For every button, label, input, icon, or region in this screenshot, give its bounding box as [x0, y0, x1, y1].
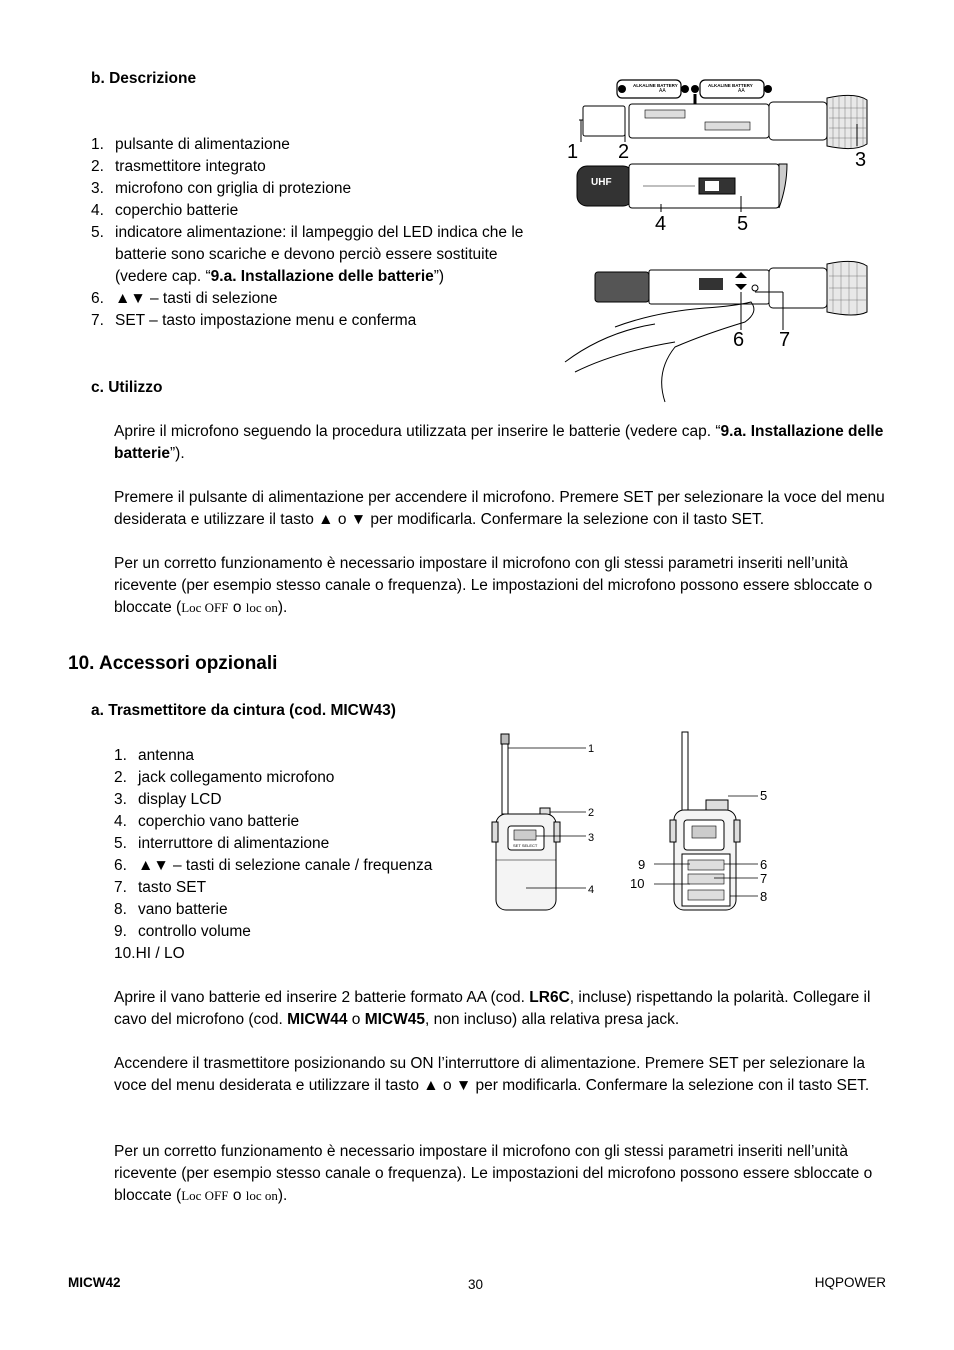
- callout-10: 10: [630, 876, 645, 891]
- callout-2: 2: [618, 141, 630, 163]
- callout-1: 1: [588, 743, 595, 755]
- list-item: 2. trasmettitore integrato: [91, 158, 266, 175]
- callout-4: 4: [588, 884, 595, 896]
- callout-6: 6: [733, 329, 745, 351]
- lcd-label: SET SELECT: [513, 843, 538, 848]
- section-10a-list: [114, 745, 474, 965]
- microphone-held: [565, 261, 867, 402]
- callout-7: 7: [760, 871, 768, 886]
- footer-model: MICW42: [68, 1275, 121, 1290]
- section-c-heading: c. Utilizzo: [91, 379, 163, 396]
- uhf-label: UHF: [591, 177, 612, 188]
- callout-1: 1: [567, 141, 579, 163]
- section-10a-heading: a. Trasmettitore da cintura (cod. MICW43): [91, 702, 396, 719]
- callout-4: 4: [655, 213, 667, 235]
- beltpack-front: [492, 734, 560, 910]
- beltpack-figure: [486, 728, 786, 918]
- callout-2: 2: [588, 807, 595, 819]
- page-number: 30: [468, 1277, 484, 1292]
- section-10-heading: 10. Accessori opzionali: [68, 653, 278, 674]
- battery-text: ALKALINE BATTERY: [708, 83, 753, 88]
- footer-brand: HQPOWER: [814, 1275, 886, 1290]
- section-b-heading: b. Descrizione: [91, 70, 197, 87]
- microphone-figure: [555, 72, 895, 407]
- section-c-paragraph-1: Aprire il microfono seguendo la procedura utilizzata per inserire le batterie (vedere cap. “9.a. Installazione delle batterie”).: [114, 423, 884, 462]
- section-c-paragraph-2: Premere il pulsante di alimentazione per accendere il microfono. Premere SET per selezionare la voce del menu desiderata e utilizzare il tasto ▲ o ▼ per modificarla. Confermare la selezione con il tasto SET.: [114, 489, 885, 528]
- list-item: 6. ▲▼ – tasti di selezione: [91, 290, 278, 307]
- transmitter-body: [577, 164, 787, 208]
- battery-text: ALKALINE BATTERY: [633, 83, 678, 88]
- list-item: 3. microfono con griglia di protezione: [91, 180, 352, 197]
- list-item: 3. display LCD: [114, 791, 222, 808]
- list-item: 2. jack collegamento microfono: [114, 769, 335, 786]
- list-item: 1. antenna: [114, 747, 195, 764]
- section-10a-paragraph-3: Per un corretto funzionamento è necessario impostare il microfono con gli stessi parametri inseriti nell’unità ricevente (per esempio stesso canale o frequenza). Le impostazioni del microfono possono essere sbloccate o bloccate (Loc OFF o loc on).: [114, 1143, 873, 1204]
- callout-8: 8: [760, 889, 768, 904]
- list-item: 7. tasto SET: [114, 879, 207, 896]
- battery-size: AA: [659, 88, 666, 94]
- callout-3: 3: [855, 149, 867, 171]
- callout-7: 7: [779, 329, 791, 351]
- section-c-paragraph-3: Per un corretto funzionamento è necessario impostare il microfono con gli stessi parametri inseriti nell’unità ricevente (per esempio stesso canale o frequenza). Le impostazioni del microfono possono essere sbloccate o bloccate (Loc OFF o loc on).: [114, 555, 873, 616]
- list-item: 9. controllo volume: [114, 923, 251, 940]
- beltpack-back: [670, 732, 740, 910]
- callout-5: 5: [760, 788, 768, 803]
- list-item: 7. SET – tasto impostazione menu e conferma: [91, 312, 417, 329]
- section-10a-paragraph-1: Aprire il vano batterie ed inserire 2 batterie formato AA (cod. LR6C, incluse) rispettando la polarità. Collegare il cavo del microfono (cod. MICW44 o MICW45, non incluso) alla relativa presa jack.: [114, 989, 871, 1028]
- callout-9: 9: [638, 857, 646, 872]
- list-item: 10.HI / LO: [114, 945, 185, 962]
- list-item: 5. interruttore di alimentazione: [114, 835, 330, 852]
- battery-size: AA: [738, 88, 745, 94]
- list-item: 5. indicatore alimentazione: il lampeggio del LED indica che le batterie sono scariche e devono perciò essere sostituite (vedere cap. “9.a. Installazione delle batterie”): [91, 224, 524, 285]
- list-item: 1. pulsante di alimentazione: [91, 136, 290, 153]
- list-item: 6. ▲▼ – tasti di selezione canale / frequenza: [114, 857, 433, 874]
- callout-5: 5: [737, 213, 749, 235]
- callout-6: 6: [760, 857, 768, 872]
- callout-3: 3: [588, 832, 595, 844]
- list-item: 4. coperchio batterie: [91, 202, 239, 219]
- list-item: 8. vano batterie: [114, 901, 228, 918]
- section-10a-paragraph-2: Accendere il trasmettitore posizionando su ON l’interruttore di alimentazione. Premere SET per selezionare la voce del menu desiderata e utilizzare il tasto ▲ o ▼ per modificarla. Confermare la selezione con il tasto SET.: [114, 1055, 870, 1094]
- list-item: 4. coperchio vano batterie: [114, 813, 300, 830]
- section-b-list: [91, 134, 541, 332]
